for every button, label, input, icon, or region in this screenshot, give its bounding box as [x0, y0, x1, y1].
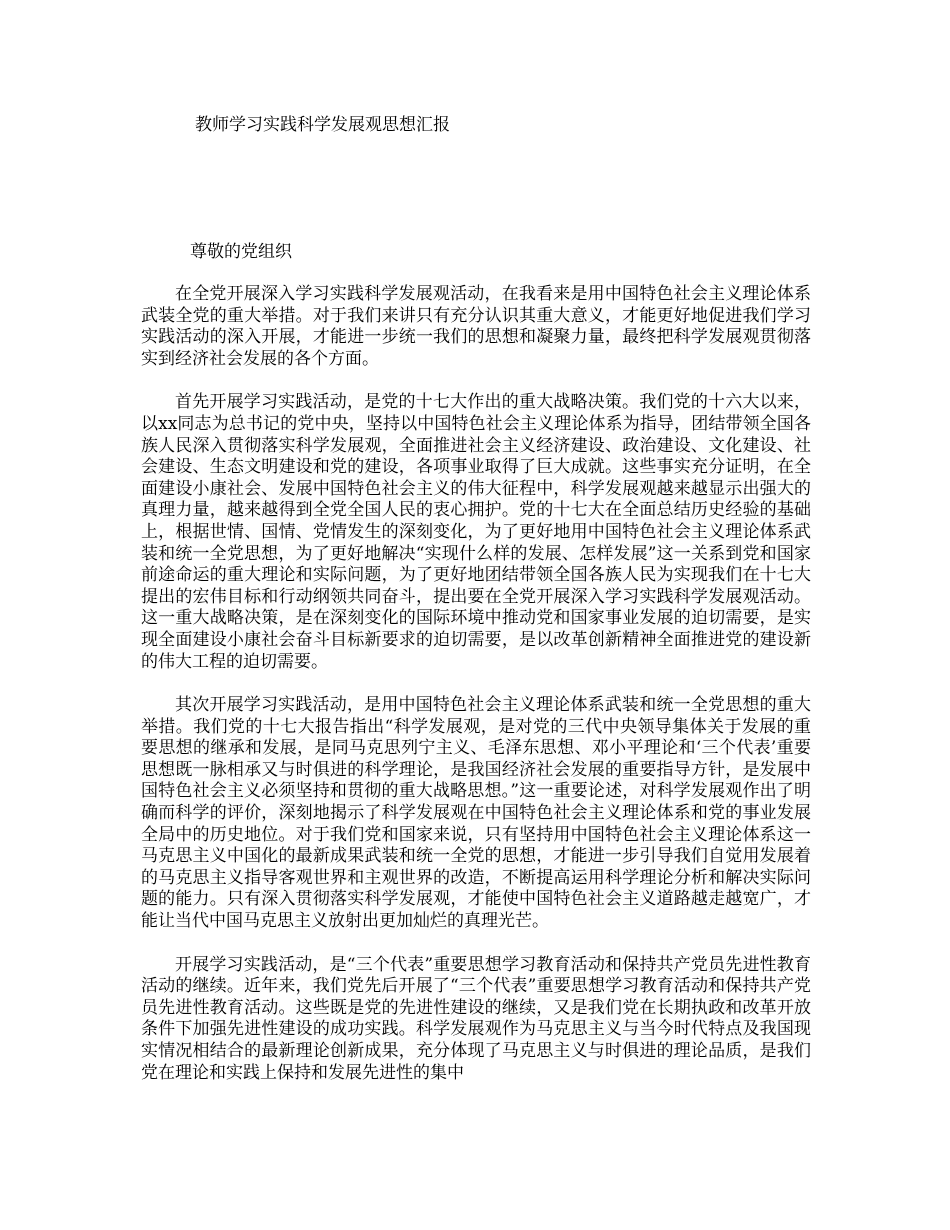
- paragraph-1: 在全党开展深入学习实践科学发展观活动，在我看来是用中国特色社会主义理论体系武装全党的重大举措。对于我们来讲只有充分认识其重大意义，才能更好地促进我们学习实践活动的深入开展，才能进一步统一我们的思想和凝聚力量，最终把科学发展观贯彻落实到经济社会发展的各个方面。: [141, 284, 811, 369]
- paragraph-4: 开展学习实践活动，是“三个代表”重要思想学习教育活动和保持共产党员先进性教育活动的继续。近年来，我们党先后开展了“三个代表”重要思想学习教育活动和保持共产党员先进性教育活动。这些既是党的先进性建设的继续，又是我们党在长期执政和改革开放条件下加强先进性建设的成功实践。科学发展观作为马克思主义与当今时代特点及我国现实情况相结合的最新理论创新成果，充分体现了马克思主义与时俱进的理论品质，是我们党在理论和实践上保持和发展先进性的集中: [141, 954, 811, 1083]
- paragraph-2: 首先开展学习实践活动，是党的十七大作出的重大战略决策。我们党的十六大以来，以xx同志为总书记的党中央，坚持以中国特色社会主义理论体系为指导，团结带领全国各族人民深入贯彻落实科学发展观，全面推进社会主义经济建设、政治建设、文化建设、社会建设、生态文明建设和党的建设，各项事业取得了巨大成就。这些事实充分证明，在全面建设小康社会、发展中国特色社会主义的伟大征程中，科学发展观越来越显示出强大的真理力量，越来越得到全党全国人民的衷心拥护。党的十七大在全面总结历史经验的基础上，根据世情、国情、党情发生的深刻变化，为了更好地用中国特色社会主义理论体系武装和统一全党思想，为了更好地解决“实现什么样的发展、怎样发展”这一关系到党和国家前途命运的重大理论和实际问题，为了更好地团结带领全国各族人民为实现我们在十七大提出的宏伟目标和行动纲领共同奋斗，提出要在全党开展深入学习实践科学发展观活动。这一重大战略决策，是在深刻变化的国际环境中推动党和国家事业发展的迫切需要，是实现全面建设小康社会奋斗目标新要求的迫切需要，是以改革创新精神全面推进党的建设新的伟大工程的迫切需要。: [141, 392, 811, 672]
- document-body: [141, 284, 811, 1106]
- salutation: 尊敬的党组织: [190, 242, 292, 262]
- document-title: 教师学习实践科学发展观思想汇报: [195, 115, 450, 135]
- paragraph-3: 其次开展学习实践活动，是用中国特色社会主义理论体系武装和统一全党思想的重大举措。我们党的十七大报告指出“科学发展观，是对党的三代中央领导集体关于发展的重要思想的继承和发展，是同马克思列宁主义、毛泽东思想、邓小平理论和‘三个代表’重要思想既一脉相承又与时俱进的科学理论，是我国经济社会发展的重要指导方针，是发展中国特色社会主义必须坚持和贯彻的重大战略思想。”这一重要论述，对科学发展观作出了明确而科学的评价，深刻地揭示了科学发展观在中国特色社会主义理论体系和党的事业发展全局中的历史地位。对于我们党和国家来说，只有坚持用中国特色社会主义理论体系这一马克思主义中国化的最新成果武装和统一全党的思想，才能进一步引导我们自觉用发展着的马克思主义指导客观世界和主观世界的改造，不断提高运用科学理论分析和解决实际问题的能力。只有深入贯彻落实科学发展观，才能使中国特色社会主义道路越走越宽广，才能让当代中国马克思主义放射出更加灿烂的真理光芒。: [141, 695, 811, 932]
